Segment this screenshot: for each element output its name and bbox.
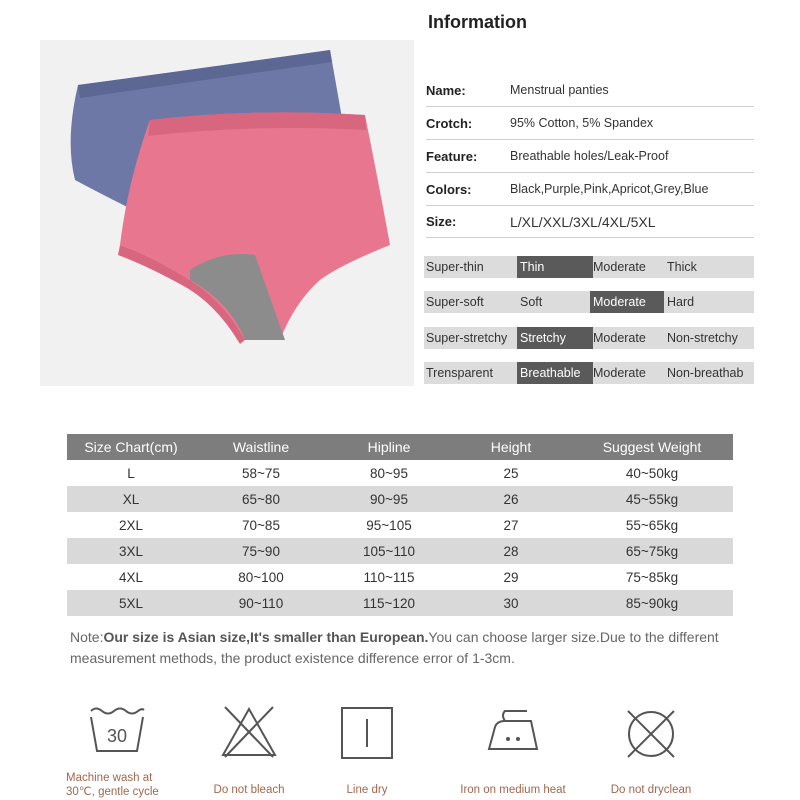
pink-panty-image bbox=[118, 112, 390, 344]
care-label: Do not bleach bbox=[213, 784, 285, 796]
care-machine-wash bbox=[52, 705, 182, 799]
hip-cell: 90~95 bbox=[327, 486, 451, 512]
info-row-size bbox=[426, 205, 754, 238]
scale-cell: Super-thin bbox=[426, 260, 484, 274]
scale-cell: Moderate bbox=[593, 260, 646, 274]
size-note bbox=[70, 627, 750, 669]
do-not-bleach-icon bbox=[219, 705, 279, 759]
size-chart-table bbox=[67, 434, 733, 616]
table-row bbox=[67, 538, 733, 564]
scale-cell: Moderate bbox=[593, 366, 646, 380]
care-do-not-dryclean bbox=[586, 705, 716, 797]
table-row bbox=[67, 564, 733, 590]
hip-cell: 80~95 bbox=[370, 465, 408, 481]
height-cell: 30 bbox=[451, 590, 571, 616]
size-cell: 5XL bbox=[67, 590, 195, 616]
waist-cell: 75~90 bbox=[195, 538, 327, 564]
scale-cell: Moderate bbox=[590, 291, 664, 313]
note-rest: You can choose larger size.Due to the different measurement methods, the product existence difference error of 1-3cm. bbox=[70, 629, 719, 666]
care-iron-medium bbox=[448, 705, 578, 797]
scale-cell: Hard bbox=[667, 295, 695, 309]
scale-cell: Non-breathab bbox=[667, 366, 744, 380]
table-row bbox=[67, 590, 733, 616]
info-row-colors bbox=[426, 173, 754, 206]
size-cell: 3XL bbox=[67, 538, 195, 564]
weight-cell: 75~85kg bbox=[625, 569, 679, 585]
size-cell: 2XL bbox=[118, 517, 144, 533]
iron-medium-icon bbox=[481, 705, 545, 759]
scale-thickness bbox=[424, 256, 754, 278]
note-prefix: Note: bbox=[70, 629, 104, 645]
waist-cell: 90~110 bbox=[195, 590, 327, 616]
info-value: Menstrual panties bbox=[510, 83, 609, 97]
info-row-crotch bbox=[426, 107, 754, 140]
scale-cell: Stretchy bbox=[517, 327, 593, 349]
info-label: Feature: bbox=[426, 149, 478, 164]
header-cell: Height bbox=[451, 434, 571, 460]
waist-cell: 80~100 bbox=[238, 569, 284, 585]
info-label: Colors: bbox=[426, 182, 472, 197]
weight-cell: 40~50kg bbox=[625, 465, 679, 481]
size-cell: 4XL bbox=[118, 569, 144, 585]
waist-cell: 58~75 bbox=[242, 465, 280, 481]
weight-cell: 65~75kg bbox=[571, 538, 733, 564]
machine-wash-30-icon bbox=[87, 705, 147, 755]
note-bold: Our size is Asian size,It's smaller than European. bbox=[103, 629, 429, 645]
info-label: Name: bbox=[426, 83, 466, 98]
info-row-name bbox=[426, 74, 754, 107]
info-label: Crotch: bbox=[426, 116, 473, 131]
info-row-feature bbox=[426, 140, 754, 173]
height-cell: 29 bbox=[503, 569, 519, 585]
wash-temperature: 30 bbox=[106, 726, 128, 746]
header-cell: Waistline bbox=[195, 434, 327, 460]
scale-stretch bbox=[424, 327, 754, 349]
product-photo bbox=[40, 40, 414, 386]
info-label: Size: bbox=[426, 214, 457, 229]
size-chart-header bbox=[67, 434, 733, 460]
care-do-not-bleach bbox=[184, 705, 314, 797]
care-label: Line dry bbox=[346, 784, 388, 796]
info-value: 95% Cotton, 5% Spandex bbox=[510, 116, 654, 130]
care-line-dry bbox=[302, 705, 432, 797]
size-cell: L bbox=[127, 465, 135, 481]
header-cell: Hipline bbox=[327, 434, 451, 460]
scale-cell: Thin bbox=[517, 256, 593, 278]
do-not-dryclean-icon bbox=[622, 705, 680, 763]
scale-cell: Non-stretchy bbox=[667, 331, 738, 345]
scale-cell: Breathable bbox=[517, 362, 593, 384]
scale-cell: Soft bbox=[520, 295, 543, 309]
hip-cell: 95~105 bbox=[366, 517, 412, 533]
hip-cell: 105~110 bbox=[327, 538, 451, 564]
height-cell: 26 bbox=[451, 486, 571, 512]
table-row bbox=[67, 486, 733, 512]
table-row bbox=[67, 460, 733, 486]
size-cell: XL bbox=[67, 486, 195, 512]
waist-cell: 70~85 bbox=[242, 517, 280, 533]
info-value: Black,Purple,Pink,Apricot,Grey,Blue bbox=[510, 182, 709, 196]
hip-cell: 110~115 bbox=[363, 569, 415, 585]
info-value: Breathable holes/Leak-Proof bbox=[510, 149, 669, 163]
scale-cell: Super-stretchy bbox=[426, 331, 508, 345]
scale-cell: Trensparent bbox=[426, 366, 493, 380]
scale-cell: Thick bbox=[667, 260, 697, 274]
info-title: Information bbox=[428, 12, 527, 32]
info-value: L/XL/XXL/3XL/4XL/5XL bbox=[510, 214, 656, 230]
waist-cell: 65~80 bbox=[195, 486, 327, 512]
header-cell: Size Chart(cm) bbox=[67, 434, 195, 460]
care-label: Iron on medium heat bbox=[460, 784, 566, 796]
weight-cell: 45~55kg bbox=[571, 486, 733, 512]
weight-cell: 55~65kg bbox=[625, 517, 679, 533]
height-cell: 25 bbox=[503, 465, 519, 481]
care-label: Machine wash at 30℃, gentle cycle bbox=[66, 772, 159, 798]
scale-cell: Moderate bbox=[593, 331, 646, 345]
table-row bbox=[67, 512, 733, 538]
hip-cell: 115~120 bbox=[327, 590, 451, 616]
height-cell: 28 bbox=[451, 538, 571, 564]
line-dry-icon bbox=[339, 705, 395, 761]
header-cell: Suggest Weight bbox=[571, 434, 733, 460]
scale-cell: Super-soft bbox=[426, 295, 484, 309]
height-cell: 27 bbox=[503, 517, 519, 533]
care-label: Do not dryclean bbox=[610, 784, 692, 796]
scale-breathability bbox=[424, 362, 754, 384]
scale-softness bbox=[424, 291, 754, 313]
weight-cell: 85~90kg bbox=[571, 590, 733, 616]
